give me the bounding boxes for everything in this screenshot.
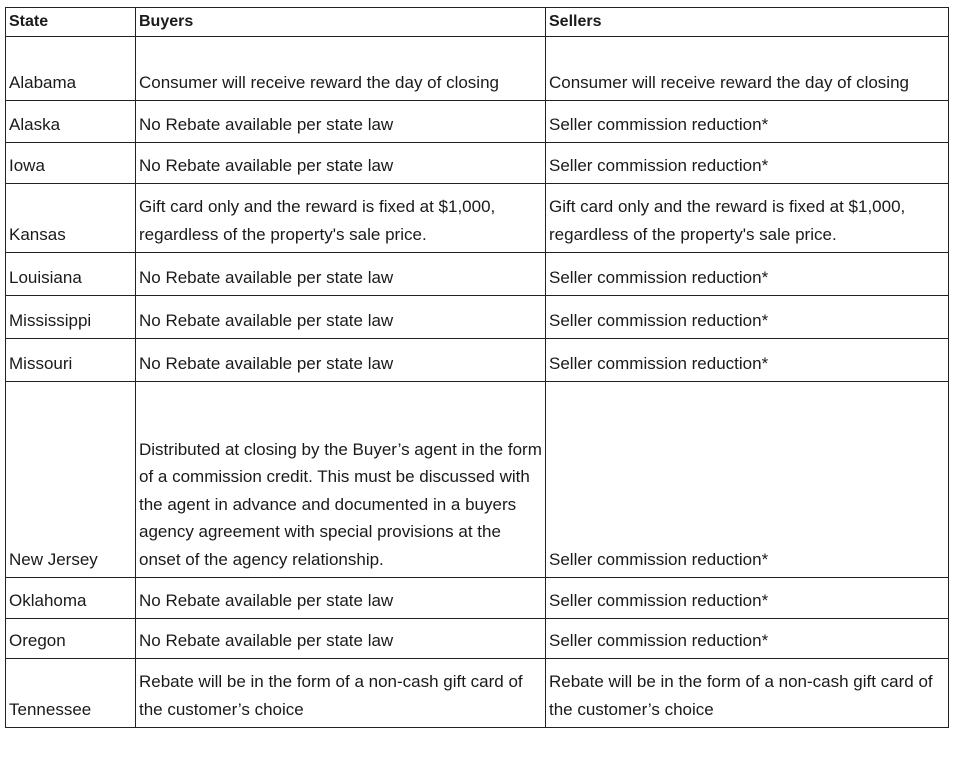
sellers-cell: Seller commission reduction* <box>546 101 949 143</box>
table-row <box>6 253 949 296</box>
state-cell: Alabama <box>6 37 136 101</box>
sellers-cell: Seller commission reduction* <box>546 578 949 619</box>
sellers-cell: Seller commission reduction* <box>546 382 949 578</box>
sellers-cell: Seller commission reduction* <box>546 296 949 339</box>
buyers-cell: Distributed at closing by the Buyer’s agent in the form of a commission credit. This must be discussed with the agent in advance and documented in a buyers agency agreement with special provisions at the onset of the agency relationship. <box>136 382 546 578</box>
state-cell: Louisiana <box>6 253 136 296</box>
state-cell: Oklahoma <box>6 578 136 619</box>
table-row <box>6 184 949 253</box>
sellers-cell: Seller commission reduction* <box>546 339 949 382</box>
state-cell: Missouri <box>6 339 136 382</box>
sellers-cell: Gift card only and the reward is fixed at $1,000, regardless of the property's sale price. <box>546 184 949 253</box>
state-cell: Kansas <box>6 184 136 253</box>
sellers-cell: Consumer will receive reward the day of closing <box>546 37 949 101</box>
header-row <box>6 8 949 37</box>
buyers-cell: Gift card only and the reward is fixed at $1,000, regardless of the property's sale price. <box>136 184 546 253</box>
state-cell: Mississippi <box>6 296 136 339</box>
rebate-table-container <box>5 7 948 728</box>
buyers-cell: Consumer will receive reward the day of closing <box>136 37 546 101</box>
state-cell: Iowa <box>6 143 136 184</box>
buyers-cell: No Rebate available per state law <box>136 296 546 339</box>
table-row <box>6 578 949 619</box>
state-rebate-table <box>5 7 949 728</box>
table-row <box>6 619 949 659</box>
state-cell: Oregon <box>6 619 136 659</box>
table-row <box>6 339 949 382</box>
sellers-cell: Rebate will be in the form of a non-cash gift card of the customer’s choice <box>546 659 949 728</box>
buyers-cell: No Rebate available per state law <box>136 578 546 619</box>
header-buyers: Buyers <box>136 8 546 37</box>
table-header <box>6 8 949 37</box>
table-row <box>6 382 949 578</box>
state-cell: Tennessee <box>6 659 136 728</box>
buyers-cell: No Rebate available per state law <box>136 339 546 382</box>
buyers-cell: No Rebate available per state law <box>136 101 546 143</box>
buyers-cell: Rebate will be in the form of a non-cash gift card of the customer’s choice <box>136 659 546 728</box>
state-cell: Alaska <box>6 101 136 143</box>
buyers-cell: No Rebate available per state law <box>136 253 546 296</box>
buyers-cell: No Rebate available per state law <box>136 143 546 184</box>
sellers-cell: Seller commission reduction* <box>546 143 949 184</box>
table-row <box>6 143 949 184</box>
table-row <box>6 37 949 101</box>
table-body <box>6 37 949 728</box>
buyers-cell: No Rebate available per state law <box>136 619 546 659</box>
header-sellers: Sellers <box>546 8 949 37</box>
table-row <box>6 296 949 339</box>
state-cell: New Jersey <box>6 382 136 578</box>
table-row <box>6 101 949 143</box>
sellers-cell: Seller commission reduction* <box>546 253 949 296</box>
table-row <box>6 659 949 728</box>
header-state: State <box>6 8 136 37</box>
sellers-cell: Seller commission reduction* <box>546 619 949 659</box>
